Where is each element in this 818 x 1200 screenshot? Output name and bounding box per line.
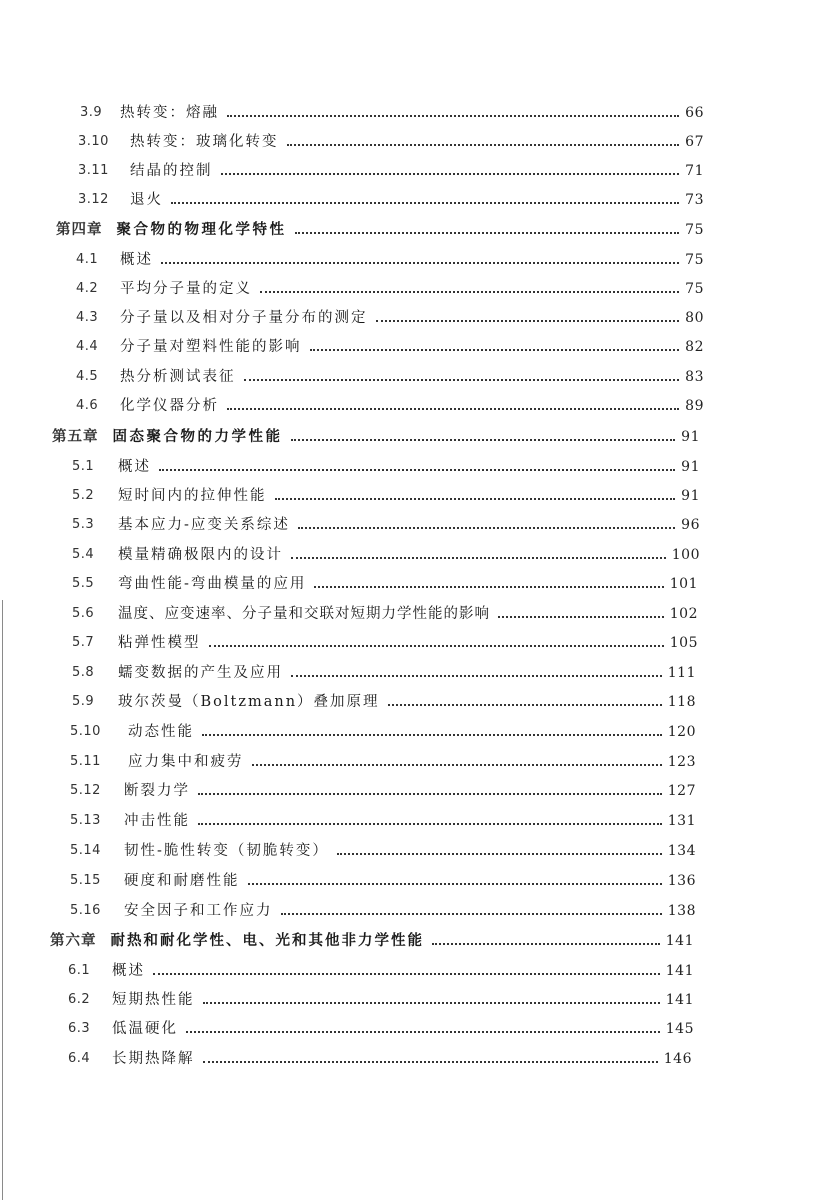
entry-title: 热分析测试表征 (120, 369, 236, 385)
entry-title: 断裂力学 (124, 783, 190, 799)
dot-leader (161, 261, 679, 264)
dot-leader (186, 1030, 660, 1033)
dot-leader (202, 733, 662, 736)
dot-leader (388, 703, 662, 706)
toc-entry[interactable] (70, 838, 696, 860)
entry-number: 5.15 (70, 873, 101, 888)
entry-page: 101 (669, 576, 698, 592)
chapter-page: 75 (685, 222, 704, 238)
entry-page: 138 (667, 903, 696, 919)
dot-leader (281, 912, 662, 915)
entry-number: 5.2 (72, 488, 95, 503)
toc-entry[interactable] (70, 749, 696, 771)
toc-entry[interactable] (72, 454, 700, 476)
entry-page: 127 (667, 783, 696, 799)
entry-page: 89 (685, 398, 704, 414)
entry-title: 化学仪器分析 (120, 398, 219, 414)
entry-number: 5.11 (70, 754, 101, 769)
entry-number: 3.12 (78, 192, 109, 207)
entry-page: 123 (667, 754, 696, 770)
toc-entry[interactable] (68, 958, 694, 980)
entry-title: 概述 (120, 252, 153, 268)
entry-page: 75 (685, 252, 704, 268)
entry-page: 120 (667, 724, 696, 740)
toc-entry[interactable] (68, 987, 694, 1009)
dot-leader (314, 585, 663, 588)
toc-entry[interactable] (68, 1046, 692, 1068)
dot-leader (248, 882, 662, 885)
entry-number: 6.3 (68, 1021, 91, 1036)
toc-entry[interactable] (80, 100, 704, 122)
dot-leader (291, 674, 662, 677)
entry-number: 4.5 (76, 369, 99, 384)
dot-leader (295, 231, 680, 234)
entry-page: 136 (667, 873, 696, 889)
entry-page: 118 (667, 694, 696, 710)
entry-page: 91 (681, 459, 700, 475)
dot-leader (227, 114, 679, 117)
chapter-number: 第四章 (56, 222, 103, 238)
dot-leader (221, 172, 680, 175)
toc-entry[interactable] (70, 719, 696, 741)
dot-leader (203, 1060, 658, 1063)
entry-page: 102 (669, 606, 698, 622)
toc-entry[interactable] (76, 334, 704, 356)
entry-title: 模量精确极限内的设计 (118, 547, 283, 563)
dot-leader (209, 644, 664, 647)
toc-entry[interactable] (76, 305, 704, 327)
page-edge-rule (2, 600, 3, 1200)
toc-entry[interactable] (76, 364, 704, 386)
toc-entry[interactable] (72, 571, 698, 593)
entry-number: 4.4 (76, 339, 99, 354)
entry-title: 概述 (118, 459, 151, 475)
entry-title: 安全因子和工作应力 (124, 903, 273, 919)
chapter-number: 第五章 (52, 429, 99, 445)
entry-number: 5.12 (70, 783, 101, 798)
entry-title: 分子量以及相对分子量分布的测定 (120, 310, 368, 326)
entry-number: 5.16 (70, 903, 101, 918)
entry-page: 141 (665, 963, 694, 979)
entry-title: 应力集中和疲劳 (128, 754, 244, 770)
dot-leader (376, 319, 680, 322)
entry-page: 80 (685, 310, 704, 326)
dot-leader (337, 852, 662, 855)
dot-leader (244, 378, 680, 381)
chapter-page: 91 (681, 429, 700, 445)
toc-entry[interactable] (72, 483, 700, 505)
toc-entry[interactable] (72, 630, 698, 652)
toc-entry[interactable] (72, 512, 700, 534)
toc-chapter-entry[interactable] (52, 424, 700, 446)
entry-title: 弯曲性能-弯曲模量的应用 (118, 576, 307, 592)
dot-leader (432, 942, 660, 945)
entry-title: 蠕变数据的产生及应用 (118, 665, 283, 681)
entry-title: 粘弹性模型 (118, 635, 201, 651)
entry-title: 结晶的控制 (130, 163, 213, 179)
dot-leader (227, 407, 679, 410)
entry-number: 5.14 (70, 843, 101, 858)
entry-page: 91 (681, 488, 700, 504)
entry-number: 5.7 (72, 635, 95, 650)
toc-entry[interactable] (76, 393, 704, 415)
entry-number: 5.3 (72, 517, 95, 532)
dot-leader (252, 763, 662, 766)
toc-entry[interactable] (78, 129, 704, 151)
entry-number: 5.1 (72, 459, 95, 474)
entry-page: 75 (685, 281, 704, 297)
entry-number: 5.10 (70, 724, 101, 739)
chapter-page: 141 (665, 933, 694, 949)
entry-title: 退火 (130, 192, 163, 208)
entry-number: 5.8 (72, 665, 95, 680)
dot-leader (298, 526, 675, 529)
entry-number: 5.4 (72, 547, 95, 562)
entry-title: 分子量对塑料性能的影响 (120, 339, 302, 355)
entry-title: 热转变：熔融 (120, 105, 219, 121)
entry-title: 韧性-脆性转变（韧脆转变） (124, 843, 329, 859)
entry-title: 短时间内的拉伸性能 (118, 488, 267, 504)
entry-page: 96 (681, 517, 700, 533)
entry-page: 83 (685, 369, 704, 385)
dot-leader (171, 201, 679, 204)
dot-leader (153, 972, 660, 975)
dot-leader (498, 615, 664, 618)
entry-title: 玻尔茨曼（Boltzmann）叠加原理 (118, 694, 380, 710)
entry-title: 短期热性能 (112, 992, 195, 1008)
entry-number: 3.9 (80, 105, 103, 120)
dot-leader (287, 143, 680, 146)
entry-title: 长期热降解 (112, 1051, 195, 1067)
chapter-number: 第六章 (50, 933, 97, 949)
entry-page: 100 (671, 547, 700, 563)
entry-title: 硬度和耐磨性能 (124, 873, 240, 889)
entry-number: 4.6 (76, 398, 99, 413)
entry-number: 4.1 (76, 252, 99, 267)
entry-page: 131 (667, 813, 696, 829)
entry-page: 134 (667, 843, 696, 859)
entry-number: 4.2 (76, 281, 99, 296)
entry-title: 低温硬化 (112, 1021, 178, 1037)
entry-title: 温度、应变速率、分子量和交联对短期力学性能的影响 (118, 606, 490, 622)
chapter-title: 耐热和耐化学性、电、光和其他非力学性能 (110, 933, 424, 949)
toc-entry[interactable] (78, 187, 704, 209)
toc-entry[interactable] (76, 247, 704, 269)
entry-page: 66 (685, 105, 704, 121)
entry-number: 5.6 (72, 606, 95, 621)
entry-number: 5.13 (70, 813, 101, 828)
toc-entry[interactable] (70, 898, 696, 920)
entry-page: 67 (685, 134, 704, 150)
entry-number: 6.1 (68, 963, 91, 978)
entry-number: 3.10 (78, 134, 109, 149)
dot-leader (203, 1001, 660, 1004)
entry-title: 基本应力-应变关系综述 (118, 517, 290, 533)
toc-chapter-entry[interactable] (50, 928, 694, 950)
toc-entry[interactable] (72, 660, 696, 682)
entry-page: 146 (663, 1051, 692, 1067)
toc-entry[interactable] (70, 778, 696, 800)
dot-leader (291, 556, 666, 559)
toc-entry[interactable] (70, 808, 696, 830)
entry-page: 141 (665, 992, 694, 1008)
chapter-title: 固态聚合物的力学性能 (112, 429, 283, 445)
entry-page: 105 (669, 635, 698, 651)
entry-page: 82 (685, 339, 704, 355)
dot-leader (159, 468, 675, 471)
toc-entry[interactable] (72, 689, 696, 711)
entry-title: 动态性能 (128, 724, 194, 740)
dot-leader (260, 290, 679, 293)
dot-leader (310, 348, 680, 351)
entry-page: 145 (665, 1021, 694, 1037)
dot-leader (291, 438, 676, 441)
entry-page: 111 (667, 665, 696, 681)
entry-page: 73 (685, 192, 704, 208)
toc-entry[interactable] (76, 276, 704, 298)
entry-number: 5.5 (72, 576, 95, 591)
entry-number: 5.9 (72, 694, 95, 709)
toc-chapter-entry[interactable] (56, 217, 704, 239)
entry-number: 3.11 (78, 163, 109, 178)
entry-number: 6.2 (68, 992, 91, 1007)
dot-leader (198, 792, 662, 795)
toc-entry[interactable] (70, 868, 696, 890)
entry-title: 平均分子量的定义 (120, 281, 252, 297)
dot-leader (198, 822, 662, 825)
entry-title: 概述 (112, 963, 145, 979)
entry-title: 热转变：玻璃化转变 (130, 134, 279, 150)
entry-title: 冲击性能 (124, 813, 190, 829)
toc-entry[interactable] (78, 158, 704, 180)
entry-number: 4.3 (76, 310, 99, 325)
entry-page: 71 (685, 163, 704, 179)
toc-entry[interactable] (72, 601, 698, 623)
dot-leader (275, 497, 676, 500)
toc-entry[interactable] (68, 1016, 694, 1038)
entry-number: 6.4 (68, 1051, 91, 1066)
toc-entry[interactable] (72, 542, 700, 564)
chapter-title: 聚合物的物理化学特性 (116, 222, 287, 238)
